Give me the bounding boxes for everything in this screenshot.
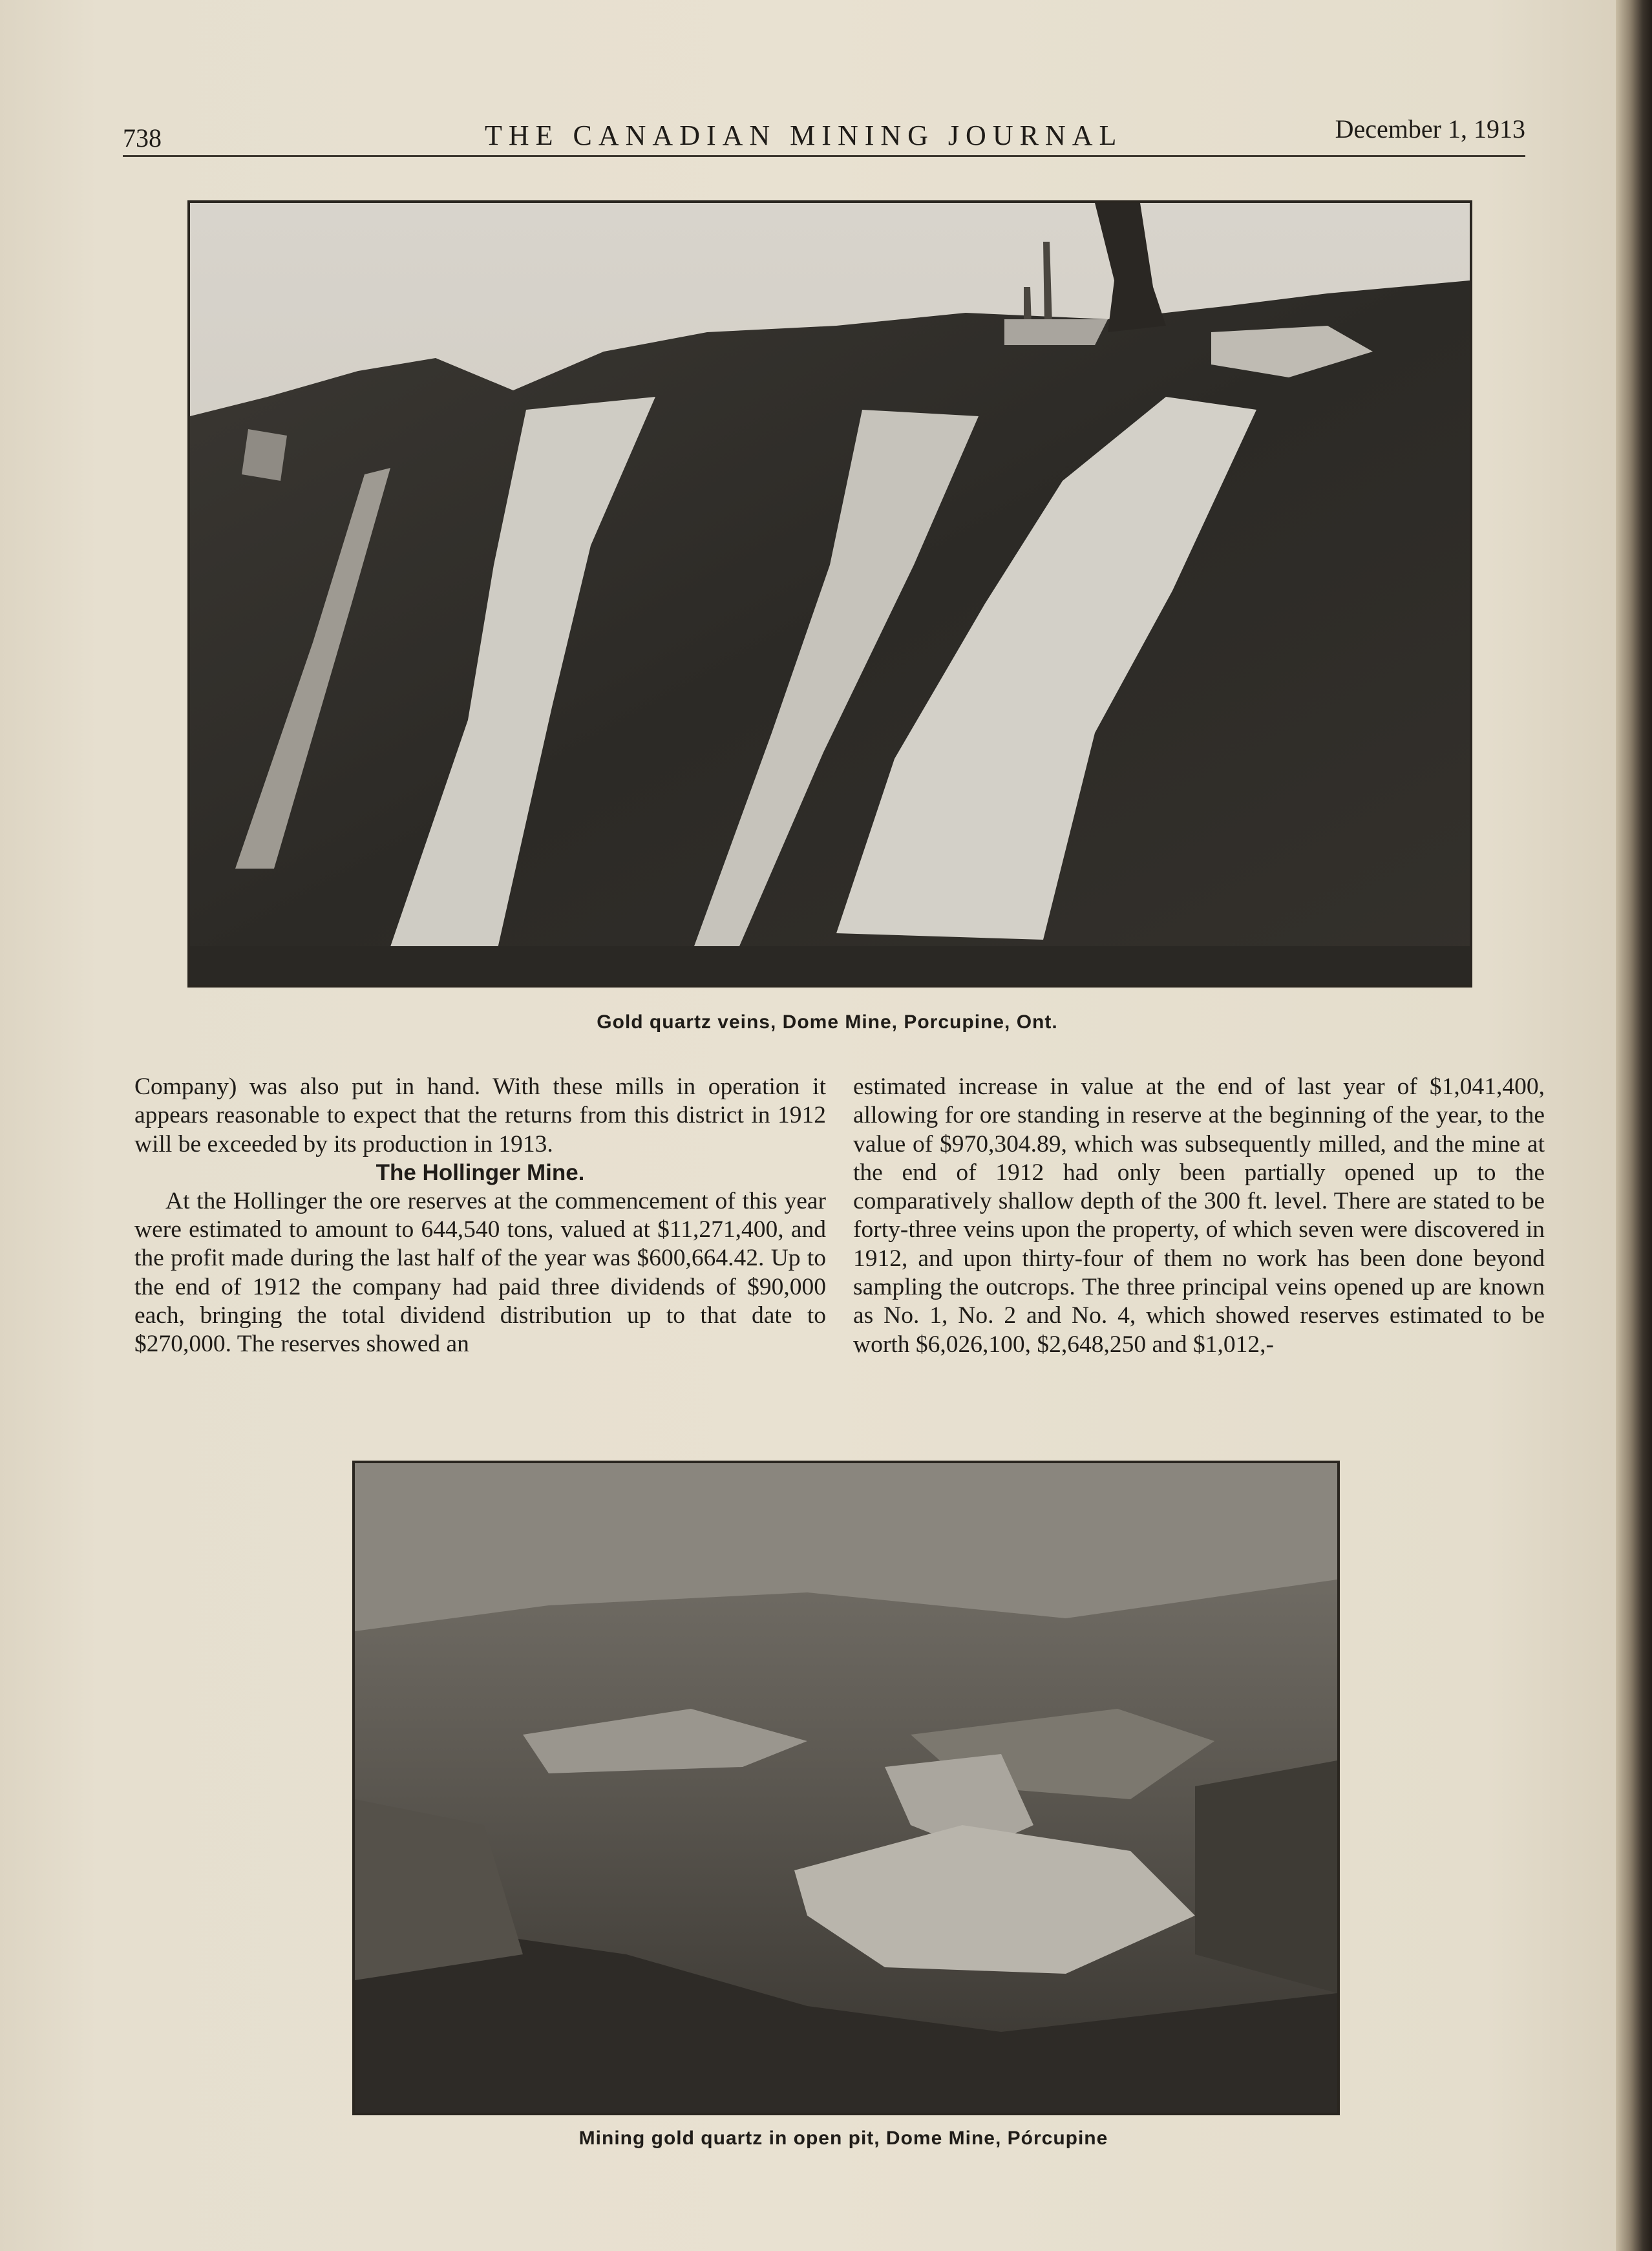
- paragraph-mills: Company) was also put in hand. With these mills in operation it appears reasonable to expect that the returns from this district in 1912 will be exceeded by its production in 1913.: [134, 1073, 826, 1157]
- paragraph-hollinger: At the Hollinger the ore reserves at the commencement of this year were estimated to amount to 644,540 tons, valued at $11,271,400, and the profit made during the last half of the year was $600,664.42. Up to the end of 1912 the company had paid three dividends of $90,000 each, bringing the total dividend distribution up to that date to $270,000. The reserves showed an: [134, 1187, 826, 1358]
- open-pit-illustration: [355, 1463, 1337, 2113]
- article-column-right: [853, 1073, 1545, 1359]
- journal-title: THE CANADIAN MINING JOURNAL: [485, 120, 1123, 151]
- page-header: [123, 110, 1525, 157]
- page-number: 738: [123, 123, 162, 153]
- section-heading: The Hollinger Mine.: [376, 1159, 585, 1185]
- quartz-veins-photo: [187, 200, 1472, 988]
- bottom-photo-caption: Mining gold quartz in open pit, Dome Mine, Pórcupine: [578, 2128, 1108, 2149]
- quartz-veins-illustration: [190, 203, 1470, 985]
- issue-date: December 1, 1913: [1335, 114, 1525, 143]
- open-pit-photo: [352, 1461, 1340, 2115]
- top-photo-caption: Gold quartz veins, Dome Mine, Porcupine, Ont.: [597, 1011, 1058, 1033]
- article-column-left: [134, 1073, 826, 1359]
- book-spine-shadow: [1616, 0, 1652, 2251]
- paragraph-reserves: estimated increase in value at the end of last year of $1,041,400, allowing for ore standing in reserve at the beginning of the year, to the value of $970,304.89, which was subsequently milled, and the mine at the end of 1912 had only been partially opened up to the comparatively shallow depth of the 300 ft. level. There are stated to be forty-three veins upon the property, of which seven were discovered in 1912, and upon thirty-four of them no work has been done beyond sampling the outcrops. The three principal veins opened up are known as No. 1, No. 2 and No. 4, which showed reserves estimated to be worth $6,026,100, $2,648,250 and $1,012,-: [853, 1073, 1545, 1358]
